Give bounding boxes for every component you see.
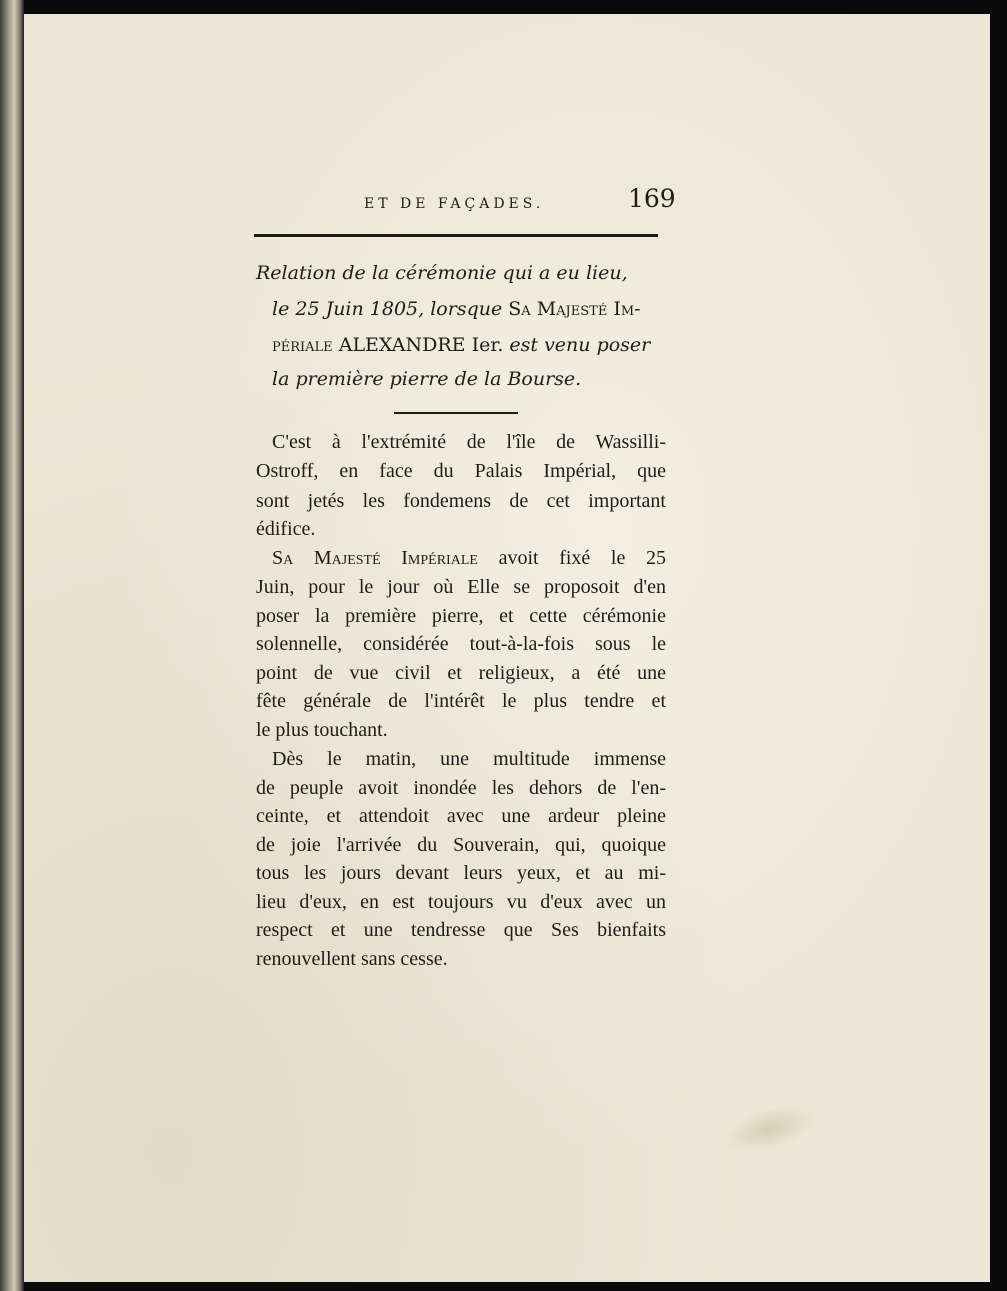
- p1-line-2: Ostroff, en face du Palais Impérial, que: [256, 460, 666, 482]
- p3-line-8: renouvellent sans cesse.: [256, 948, 448, 970]
- p3-line-7: respect et une tendresse que Ses bienfaits: [256, 919, 666, 941]
- p3-line-2: de peuple avoit inondée les dehors de l'en-: [256, 777, 666, 799]
- page-number: 169: [628, 184, 676, 213]
- p3-line-3: ceinte, et attendoit avec une ardeur pleine: [256, 805, 666, 827]
- heading-alexandre: ALEXANDRE Ier.: [338, 334, 504, 356]
- p2-line-7: le plus touchant.: [256, 719, 388, 741]
- heading-line-4: la première pierre de la Bourse.: [272, 368, 582, 390]
- header-rule: [254, 234, 658, 237]
- p3-line-4: de joie l'arrivée du Souverain, qui, quoique: [256, 834, 666, 856]
- p1-line-3: sont jetés les fondemens de cet important: [256, 490, 666, 512]
- p1-line-4: édifice.: [256, 518, 316, 540]
- p2-line-5: point de vue civil et religieux, a été une: [256, 662, 666, 684]
- heading-date-text: le 25 Juin 1805, lorsque: [272, 298, 503, 320]
- p2-line-4: solennelle, considérée tout-à-la-fois sous le: [256, 633, 666, 655]
- p3-line-5: tous les jours devant leurs yeux, et au mi-: [256, 862, 666, 884]
- p2-first-rest: avoit fixé le 25: [498, 547, 666, 569]
- p3-line-6: lieu d'eux, en est toujours vu d'eux avec un: [256, 891, 666, 913]
- heading-line-2: [272, 298, 641, 320]
- heading-line-3: [272, 334, 650, 356]
- p1-line-1: C'est à l'extrémité de l'île de Wassilli-: [272, 431, 666, 453]
- running-head: ET DE FAÇADES.: [364, 196, 545, 212]
- p2-line-6: fête générale de l'intérêt le plus tendre et: [256, 690, 666, 712]
- binding-edge: [0, 0, 24, 1291]
- section-rule: [394, 412, 518, 414]
- paper-stain: [720, 1098, 817, 1160]
- heading-imperiale: périale: [272, 334, 333, 356]
- heading-line-1: Relation de la cérémonie qui a eu lieu,: [256, 262, 628, 284]
- p2-line-3: poser la première pierre, et cette cérémonie: [256, 605, 666, 627]
- p2-line-2: Juin, pour le jour où Elle se proposoit d'en: [256, 576, 666, 598]
- p2-majeste: Sa Majesté Impériale: [272, 547, 478, 569]
- p2-line-1: [272, 547, 666, 570]
- heading-venu: est venu poser: [509, 334, 651, 356]
- heading-majeste: Sa Majesté Im-: [508, 298, 641, 320]
- p3-line-1: Dès le matin, une multitude immense: [272, 748, 666, 770]
